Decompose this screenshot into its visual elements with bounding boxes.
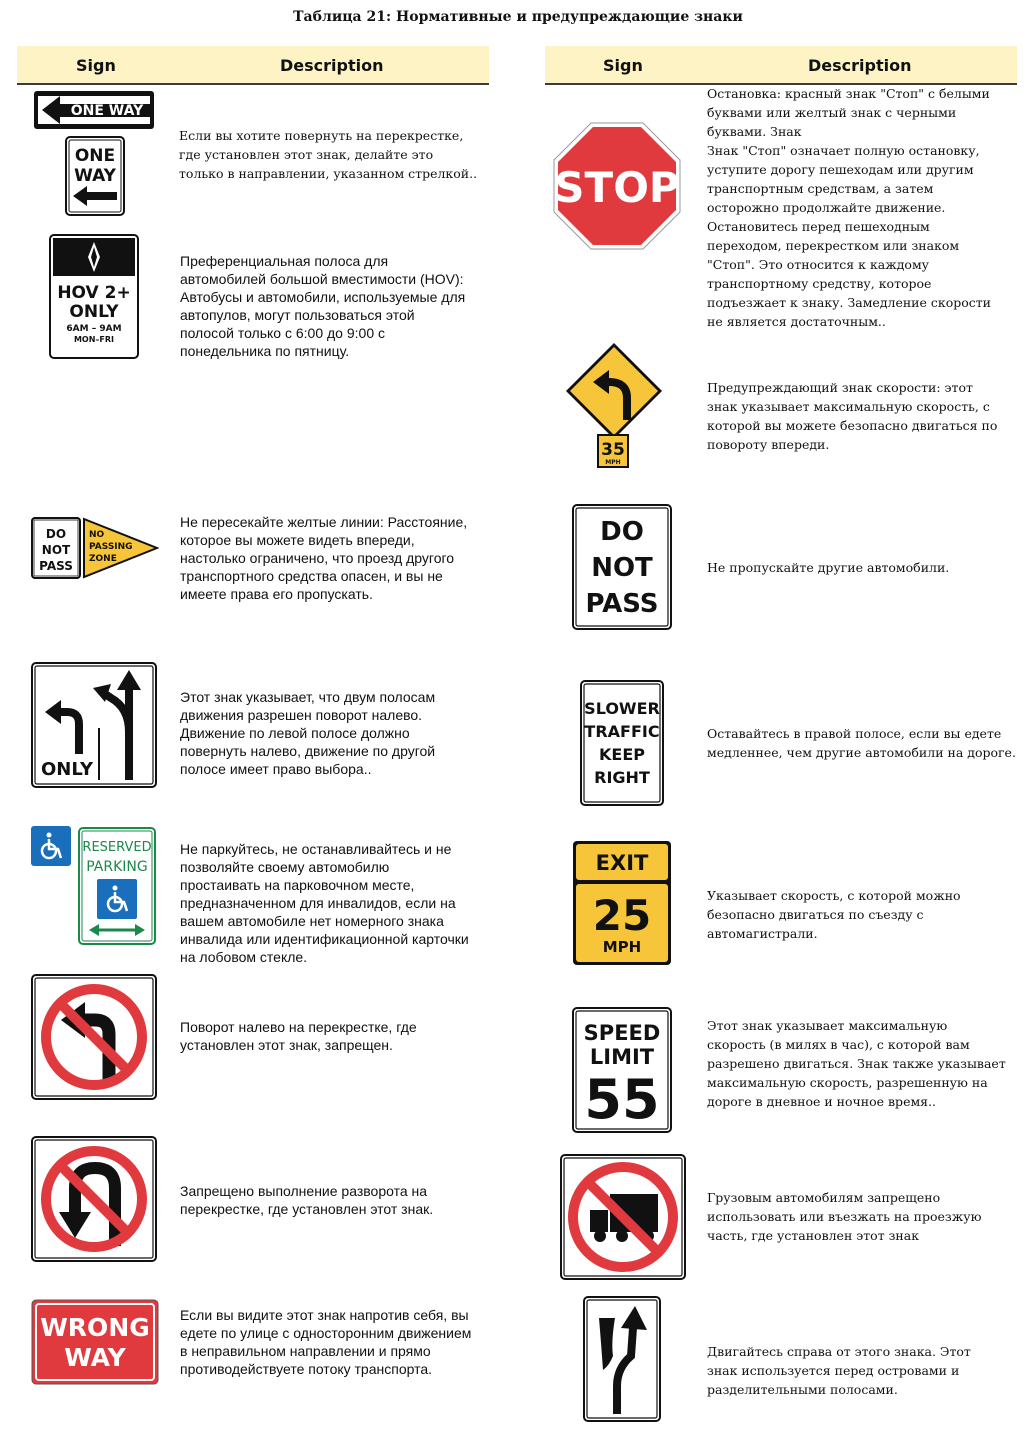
npz-line3: ZONE: [89, 554, 117, 564]
exit-speed-value: 25: [592, 891, 652, 940]
right-label: RIGHT: [594, 768, 650, 787]
curve-warning-description: Предупреждающий знак скорости: этот знак указывает максимальную скорость, с которой вы можете безопасно двигаться по повороту впереди.: [707, 380, 998, 452]
parking-label: PARKING: [86, 859, 148, 875]
curve-speed-warning-sign: [565, 342, 663, 468]
exit-label: EXIT: [595, 851, 649, 875]
slower-traffic-description: Оставайтесь в правой полосе, если вы едете медленнее, чем другие автомобили на дороге.: [707, 726, 1016, 760]
left-sign-header: Sign: [76, 56, 116, 75]
dnp-right-line1: DO: [600, 517, 644, 547]
reserved-label: RESERVED: [82, 840, 152, 855]
do-not-pass-no-passing-zone-sign: [31, 516, 159, 580]
one-way-arrow-label: ONE WAY: [70, 103, 144, 119]
dnp-right-line2: NOT: [591, 553, 653, 583]
hov-lane-sign: [49, 234, 139, 359]
no-u-turn-sign: [31, 1136, 157, 1262]
left-description-header: Description: [280, 56, 384, 75]
left-table-header: [17, 46, 489, 85]
do-not-pass-description: Не пропускайте другие автомобили.: [707, 560, 950, 575]
slower-traffic-keep-right-sign: [580, 680, 664, 806]
one-way-sign: [33, 90, 155, 218]
exit-speed-sign: [572, 840, 672, 966]
one-way-vertical-line1: ONE: [74, 146, 116, 166]
keep-right-description: Двигайтесь справа от этого знака. Этот знак используется перед островами и разделительными полосами.: [707, 1344, 971, 1397]
page-title: Таблица 21: Нормативные и предупреждающие знаки: [293, 9, 743, 25]
stop-sign: [553, 122, 681, 250]
do-not-pass-zone-description: Не пересекайте желтые линии: Расстояние, которое вы можете видеть впереди, настолько ограничено, что проезд другого транспортного средства опасен, и вы не имеете права его пропускать.: [180, 514, 468, 602]
wrong-way-sign: [31, 1299, 159, 1385]
exit-speed-unit: MPH: [602, 938, 642, 956]
speed-limit-description: Этот знак указывает максимальную скорость (в милях в час), с которой вам разрешено двигаться. Знак также указывает максимальную скорость, разрешенную на дороге в дневное и ночное время..: [707, 1018, 1006, 1109]
dnp-right-line3: PASS: [585, 589, 659, 619]
slower-label: SLOWER: [584, 699, 660, 718]
wrong-way-description: Если вы видите этот знак напротив себя, вы едете по улице с односторонним движением в неправильном направлении и прямо противодействуете потоку транспорта.: [180, 1307, 472, 1377]
wrong-label: WRONG: [40, 1313, 150, 1342]
no-left-turn-sign: [31, 974, 157, 1100]
speed-limit-sign: [572, 1007, 672, 1133]
stop-description: Остановка: красный знак "Стоп" с белыми буквами или желтый знак с черными буквами. Знак Знак "Стоп" означает полную остановку, уступите дорогу пешеходам или другим транспортным средствам, а затем осторожно продолжайте движение. Остановитесь перед пешеходным переходом, перекрестком или знаком "Стоп". Это относится к каждому транспортному средству, которое подъезжает к знаку. Замедление скорости не является достаточным..: [707, 86, 992, 329]
way-label: WAY: [64, 1343, 126, 1372]
right-table-header: [545, 46, 1017, 85]
one-way-description: Если вы хотите повернуть на перекрестке, где установлен этот знак, делайте это только в направлении, указанном стрелкой..: [179, 128, 478, 181]
exit-speed-description: Указывает скорость, с которой можно безопасно двигаться по съезду с автомагистрали.: [707, 888, 961, 941]
curve-speed-unit: MPH: [605, 459, 621, 466]
hov-days: MON–FRI: [73, 335, 115, 344]
dnp-line1: DO: [45, 527, 67, 541]
keep-label: KEEP: [599, 745, 645, 764]
traffic-label: TRAFFIC: [584, 722, 660, 741]
speed-label: SPEED: [583, 1021, 661, 1045]
limit-label: LIMIT: [589, 1045, 655, 1069]
no-trucks-description: Грузовым автомобилям запрещено использовать или въезжать на проезжую часть, где установлен этот знак: [707, 1190, 982, 1243]
dnp-line3: PASS: [39, 559, 73, 573]
right-sign-header: Sign: [603, 56, 643, 75]
hov-hours: 6AM – 9AM: [66, 324, 122, 334]
dnp-line2: NOT: [41, 543, 71, 557]
hov-description: Преференциальная полоса для автомобилей большой вместимости (HOV): Автобусы и автомобили, используемые для автопулов, могут пользоваться этой полосой только с 6:00 до 9:00 с понедельника по пятницу.: [180, 253, 466, 359]
speed-limit-value: 55: [584, 1068, 660, 1131]
only-label: ONLY: [40, 759, 94, 780]
no-u-turn-description: Запрещено выполнение разворота на перекрестке, где установлен этот знак.: [180, 1183, 434, 1217]
one-way-vertical-line2: WAY: [74, 166, 116, 186]
no-trucks-sign: [560, 1154, 686, 1280]
right-description-header: Description: [808, 56, 912, 75]
left-lane-only-description: Этот знак указывает, что двум полосам движения разрешен поворот налево. Движение по левой полосе должно повернуть налево, движение по другой полосе имеет право выбора..: [180, 689, 436, 777]
no-left-turn-description: Поворот налево на перекрестке, где установлен этот знак, запрещен.: [180, 1019, 417, 1053]
reserved-parking-sign: [31, 826, 157, 946]
hov-line1: HOV 2+: [57, 283, 131, 303]
stop-label: STOP: [554, 163, 680, 212]
keep-right-sign: [583, 1296, 661, 1422]
curve-speed-value: 35: [601, 440, 625, 460]
hov-line2: ONLY: [69, 302, 119, 322]
left-lane-only-sign: [31, 662, 157, 788]
reserved-parking-description: Не паркуйтесь, не останавливайтесь и не позволяйте своему автомобилю простаивать на парковочном месте, предназначенном для инвалидов, если на вашем автомобиле нет номерного знака инвалида или идентификационной карточки на лобовом стекле.: [180, 841, 469, 965]
npz-line1: NO: [89, 530, 105, 540]
npz-line2: PASSING: [89, 542, 133, 552]
do-not-pass-sign: [572, 504, 672, 630]
